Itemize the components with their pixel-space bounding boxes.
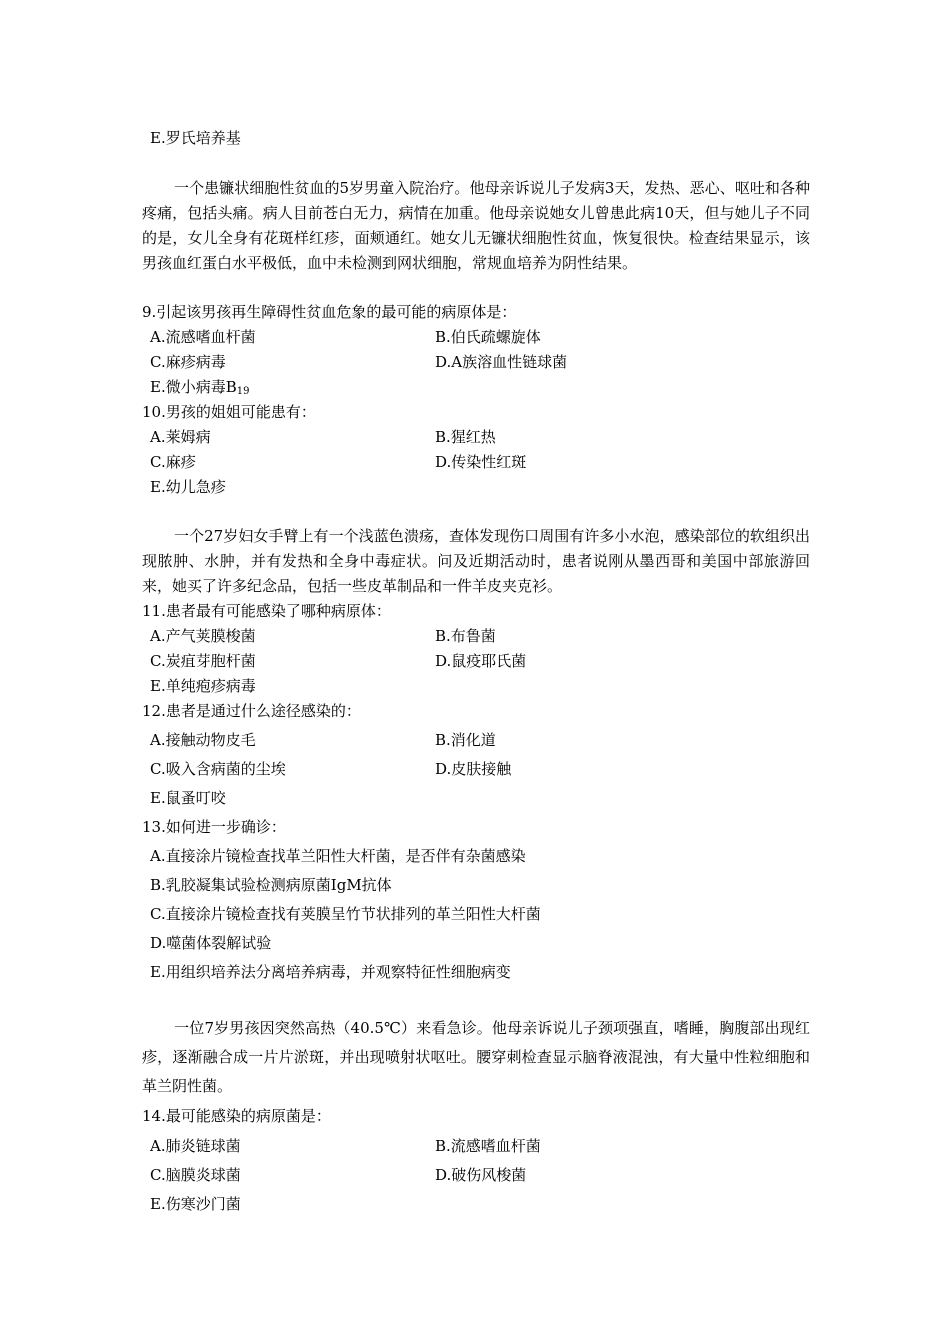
question-14-stem: 14.最可能感染的病原菌是： <box>142 1107 331 1125</box>
q10-option-c: C.麻疹 <box>150 453 196 471</box>
case-paragraph-3: 一位7岁男孩因突然高热（40.5℃）来看急诊。他母亲诉说儿子颈项强直，嗜睡，胸腹部出现红疹，逐渐融合成一片片淤斑，并出现喷射状呕吐。腰穿刺检查显示脑脊液混浊，有大量中性粒细胞和革兰阴性菌。 <box>142 1019 810 1095</box>
question-11-stem: 11.患者最有可能感染了哪种病原体： <box>142 602 391 620</box>
q12-option-d: D.皮肤接触 <box>435 760 512 778</box>
q12-option-a: A.接触动物皮毛 <box>150 731 256 749</box>
q14-option-d: D.破伤风梭菌 <box>435 1166 527 1184</box>
q11-option-d: D.鼠疫耶氏菌 <box>435 652 527 670</box>
option-e-prev: E.罗氏培养基 <box>150 129 241 147</box>
q9-option-c: C.麻疹病毒 <box>150 353 226 371</box>
q9-option-b: B.伯氏疏螺旋体 <box>435 328 541 346</box>
q13-option-d: D.噬菌体裂解试验 <box>150 934 272 952</box>
q12-option-b: B.消化道 <box>435 731 496 749</box>
case-paragraph-2: 一个27岁妇女手臂上有一个浅蓝色溃疡，查体发现伤口周围有许多小水泡，感染部位的软组织出现脓肿、水肿，并有发热和全身中毒症状。问及近期活动时，患者说刚从墨西哥和美国中部旅游回来，她买了许多纪念品，包括一些皮革制品和一件羊皮夹克衫。 <box>142 527 810 595</box>
question-10-stem: 10.男孩的姐姐可能患有： <box>142 403 316 421</box>
q10-option-b: B.猩红热 <box>435 428 496 446</box>
q10-option-a: A.莱姆病 <box>150 428 211 446</box>
q11-option-b: B.布鲁菌 <box>435 627 496 645</box>
q13-option-e: E.用组织培养法分离培养病毒，并观察特征性细胞病变 <box>150 963 511 981</box>
q13-option-b: B.乳胶凝集试验检测病原菌IgM抗体 <box>150 876 392 894</box>
q10-option-e: E.幼儿急疹 <box>150 478 226 496</box>
q9-option-e: E.微小病毒$B_{19}$ <box>150 378 250 397</box>
q13-option-a: A.直接涂片镜检查找革兰阳性大杆菌，是否伴有杂菌感染 <box>150 847 526 865</box>
question-12-stem: 12.患者是通过什么途径感染的： <box>142 702 361 720</box>
q10-option-d: D.传染性红斑 <box>435 453 527 471</box>
q11-option-a: A.产气荚膜梭菌 <box>150 627 256 645</box>
q11-option-e: E.单纯疱疹病毒 <box>150 677 256 695</box>
q14-option-c: C.脑膜炎球菌 <box>150 1166 241 1184</box>
q12-option-e: E.鼠蚤叮咬 <box>150 789 226 807</box>
q9-option-a: A.流感嗜血杆菌 <box>150 328 256 346</box>
case-paragraph-1: 一个患镰状细胞性贫血的5岁男童入院治疗。他母亲诉说儿子发病3天，发热、恶心、呕吐和各种疼痛，包括头痛。病人目前苍白无力，病情在加重。他母亲说她女儿曾患此病10天，但与她儿子不同的是，女儿全身有花斑样红疹，面颊通红。她女儿无镰状细胞性贫血，恢复很快。检查结果显示，该男孩血红蛋白水平极低，血中未检测到网状细胞，常规血培养为阴性结果。 <box>142 179 810 272</box>
q14-option-a: A.肺炎链球菌 <box>150 1137 241 1155</box>
q14-option-b: B.流感嗜血杆菌 <box>435 1137 541 1155</box>
question-13-stem: 13.如何进一步确诊： <box>142 818 286 836</box>
q11-option-c: C.炭疽芽胞杆菌 <box>150 652 256 670</box>
q13-option-c: C.直接涂片镜检查找有荚膜呈竹节状排列的革兰阳性大杆菌 <box>150 905 541 923</box>
question-9-stem: 9.引起该男孩再生障碍性贫血危象的最可能的病原体是： <box>142 303 517 321</box>
q9-option-d: D.A族溶血性链球菌 <box>435 353 568 371</box>
q12-option-c: C.吸入含病菌的尘埃 <box>150 760 286 778</box>
q14-option-e: E.伤寒沙门菌 <box>150 1195 241 1213</box>
